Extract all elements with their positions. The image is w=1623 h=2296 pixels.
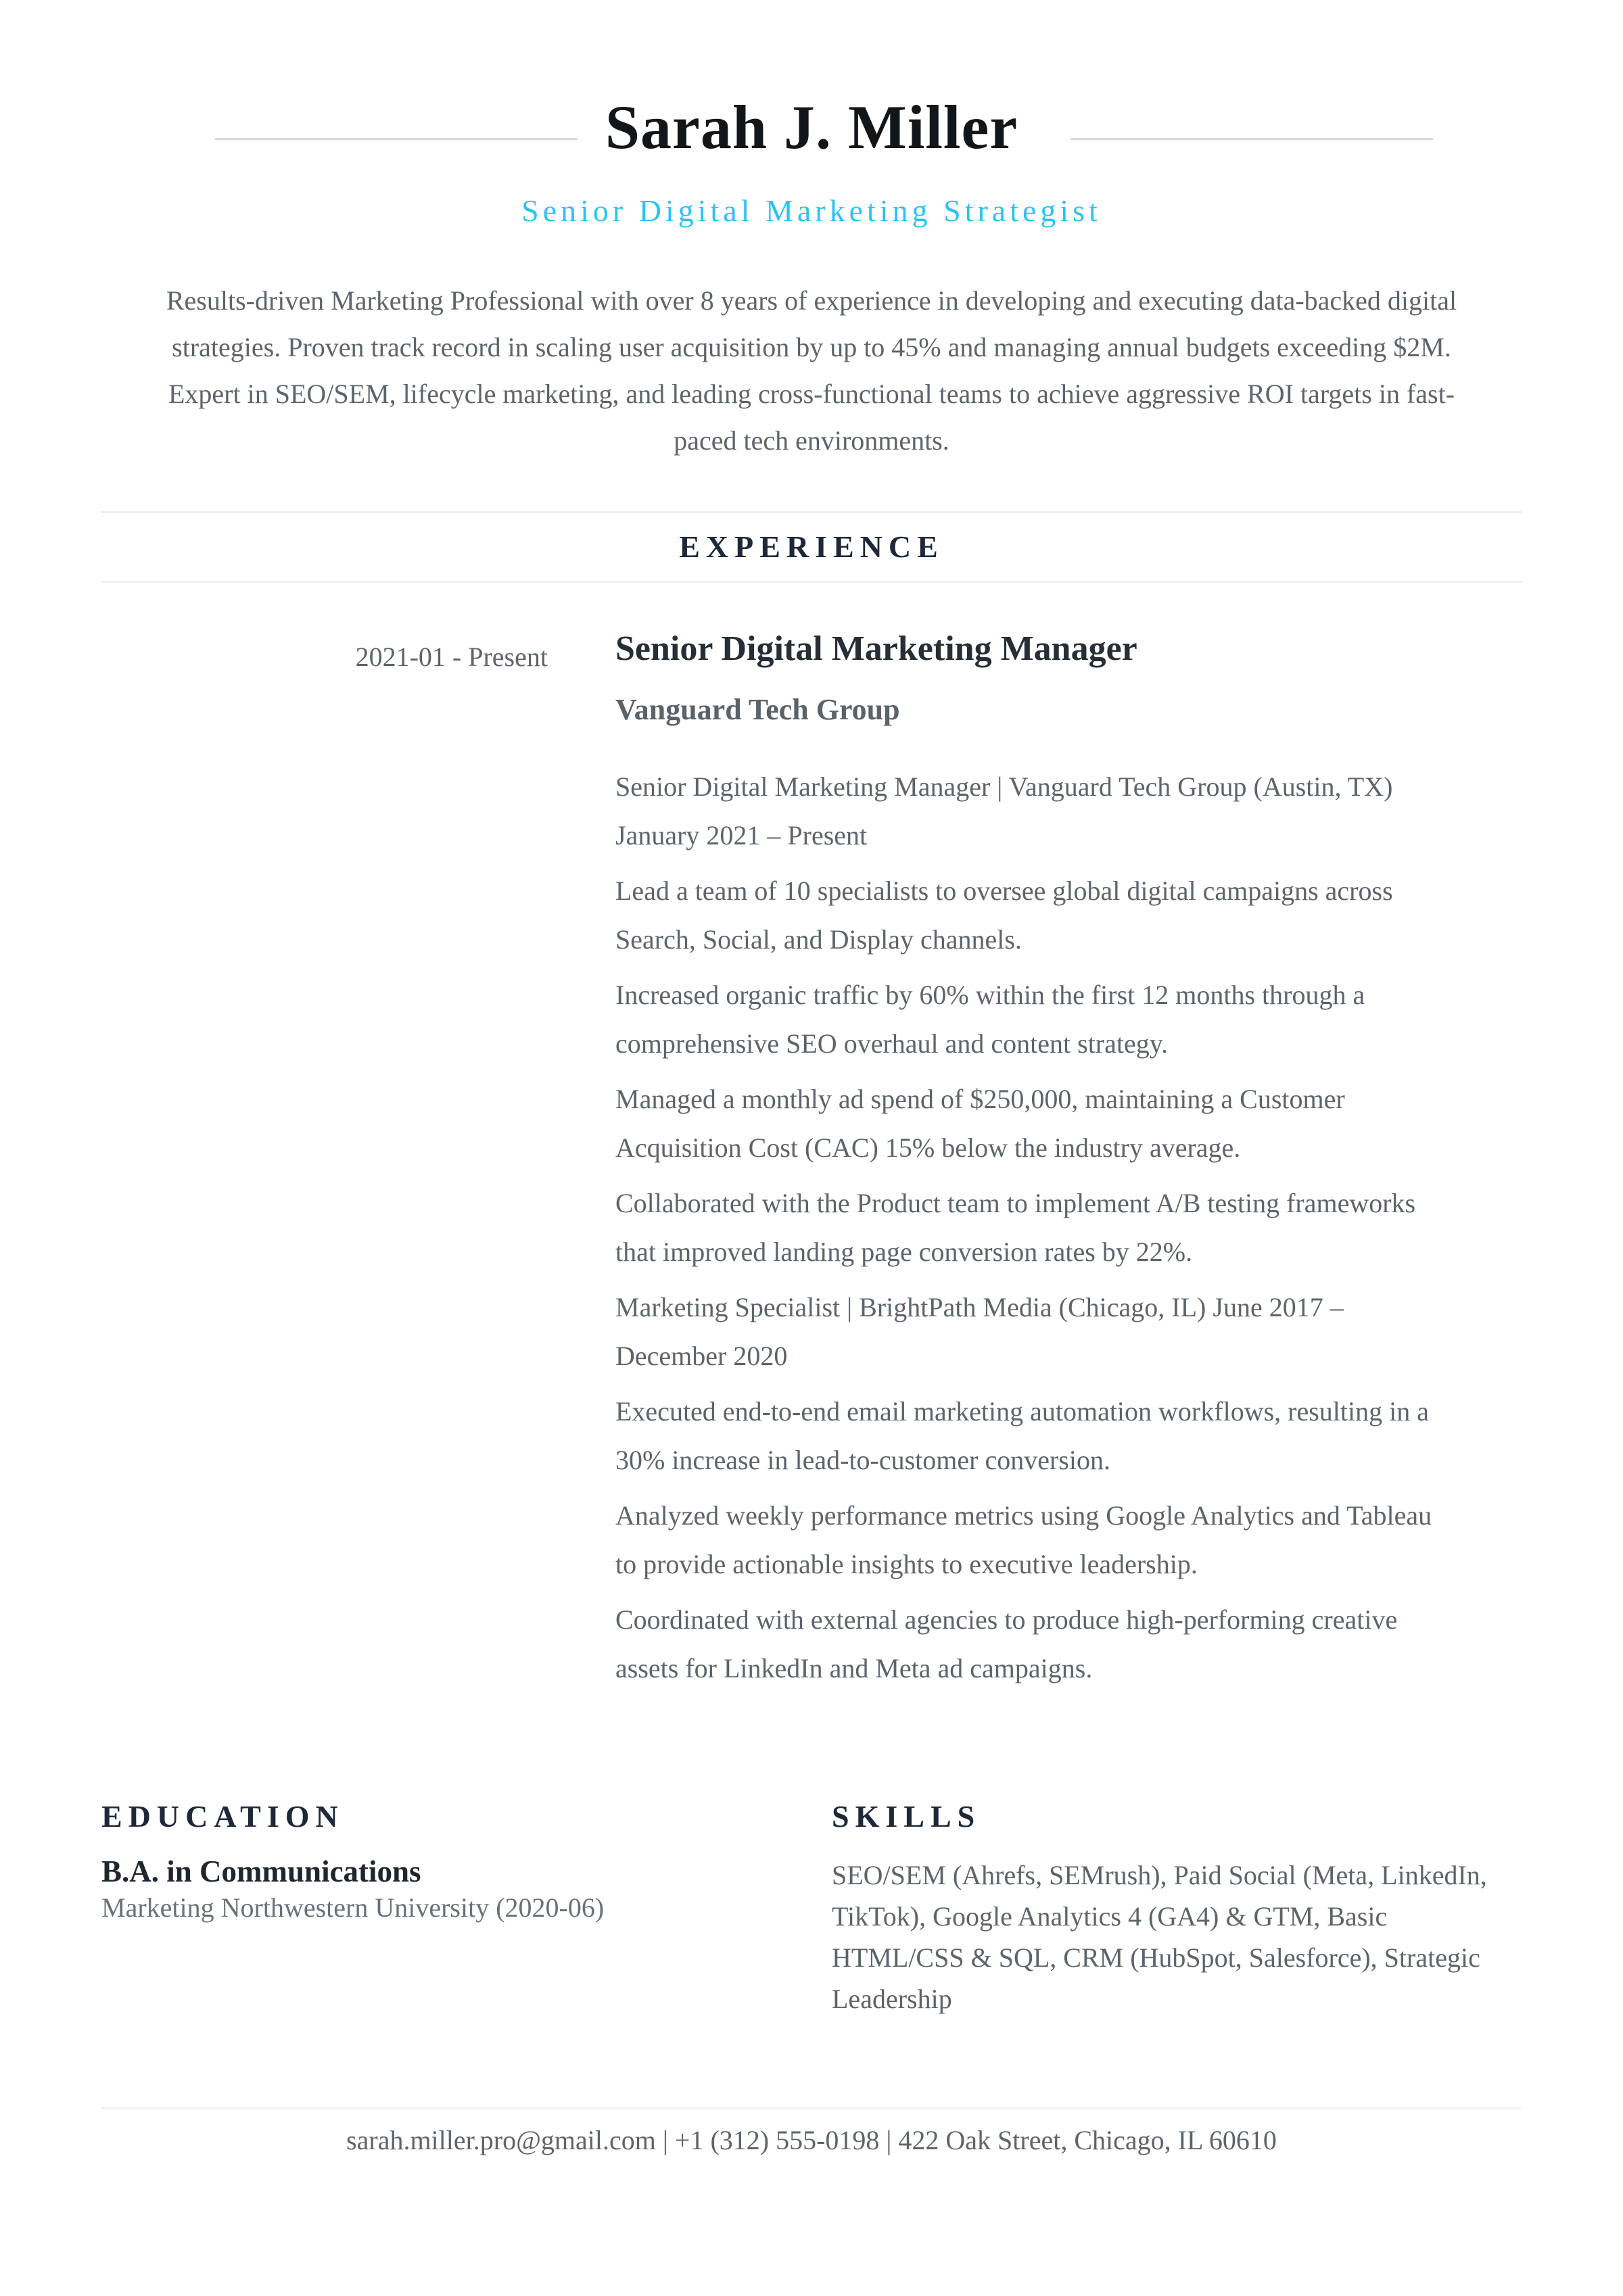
- header-left-line: [215, 138, 578, 140]
- experience-paragraph: Analyzed weekly performance metrics using Google Analytics and Tableau to provide actionable insights to executive leadership.: [615, 1500, 1432, 1579]
- education-section-heading: EDUCATION: [101, 1799, 344, 1834]
- experience-paragraph: Marketing Specialist | BrightPath Media (Chicago, IL) June 2017 – December 2020: [615, 1292, 1344, 1371]
- experience-paragraph: Executed end-to-end email marketing automation workflows, resulting in a 30% increase in lead-to-customer conversion.: [615, 1396, 1429, 1475]
- experience-role-title: Senior Digital Marketing Manager: [615, 629, 1137, 668]
- education-section: [101, 1798, 791, 2019]
- contact-line: sarah.miller.pro@gmail.com | +1 (312) 555-0198 | 422 Oak Street, Chicago, IL 60610: [346, 2125, 1277, 2155]
- skills-section: [832, 1798, 1522, 2019]
- experience-paragraph: Collaborated with the Product team to implement A/B testing frameworks that improved landing page conversion rates by 22%.: [615, 1188, 1416, 1267]
- summary-paragraph: Results-driven Marketing Professional with over 8 years of experience in developing and executing data-backed digital strategies. Proven track record in scaling user acquisition by up to 45% and managing annual budgets exceeding $2M. Expert in SEO/SEM, lifecycle marketing, and leading cross-functional teams to achieve aggressive ROI targets in fast-paced tech environments.: [166, 285, 1457, 456]
- education-degree: B.A. in Communications: [101, 1855, 421, 1888]
- divider-below-experience: [101, 581, 1522, 583]
- header-right-line: [1071, 138, 1433, 140]
- resume-header: [101, 0, 1522, 464]
- experience-entry: [101, 629, 1522, 1700]
- experience-paragraph: Lead a team of 10 specialists to oversee global digital campaigns across Search, Social, and Display channels.: [615, 876, 1393, 955]
- experience-section-heading: EXPERIENCE: [679, 529, 944, 564]
- skills-list-text: SEO/SEM (Ahrefs, SEMrush), Paid Social (Meta, LinkedIn, TikTok), Google Analytics 4 (GA4) & GTM, Basic HTML/CSS & SQL, CRM (HubSpot, Salesforce), Strategic Leadership: [832, 1860, 1487, 2014]
- experience-section: [101, 629, 1522, 1700]
- resume-footer: [101, 2107, 1522, 2159]
- candidate-job-title: Senior Digital Marketing Strategist: [521, 193, 1102, 228]
- experience-company-name: Vanguard Tech Group: [615, 693, 900, 726]
- experience-entry-body: [615, 629, 1454, 1700]
- experience-paragraph: Managed a monthly ad spend of $250,000, maintaining a Customer Acquisition Cost (CAC) 15% below the industry average.: [615, 1084, 1345, 1163]
- experience-date-range: 2021-01 - Present: [355, 642, 548, 672]
- candidate-name: Sarah J. Miller: [605, 93, 1018, 162]
- education-skills-columns: [101, 1798, 1522, 2019]
- experience-paragraph: Coordinated with external agencies to produce high-performing creative assets for LinkedIn and Meta ad campaigns.: [615, 1604, 1398, 1683]
- experience-paragraph: Increased organic traffic by 60% within the first 12 months through a comprehensive SEO overhaul and content strategy.: [615, 980, 1365, 1059]
- divider-above-footer: [101, 2107, 1522, 2109]
- education-detail: Marketing Northwestern University (2020-06): [101, 1892, 605, 1923]
- experience-description: [615, 763, 1454, 1693]
- experience-paragraph: Senior Digital Marketing Manager | Vanguard Tech Group (Austin, TX) January 2021 – Present: [615, 771, 1393, 851]
- skills-section-heading: SKILLS: [832, 1799, 981, 1834]
